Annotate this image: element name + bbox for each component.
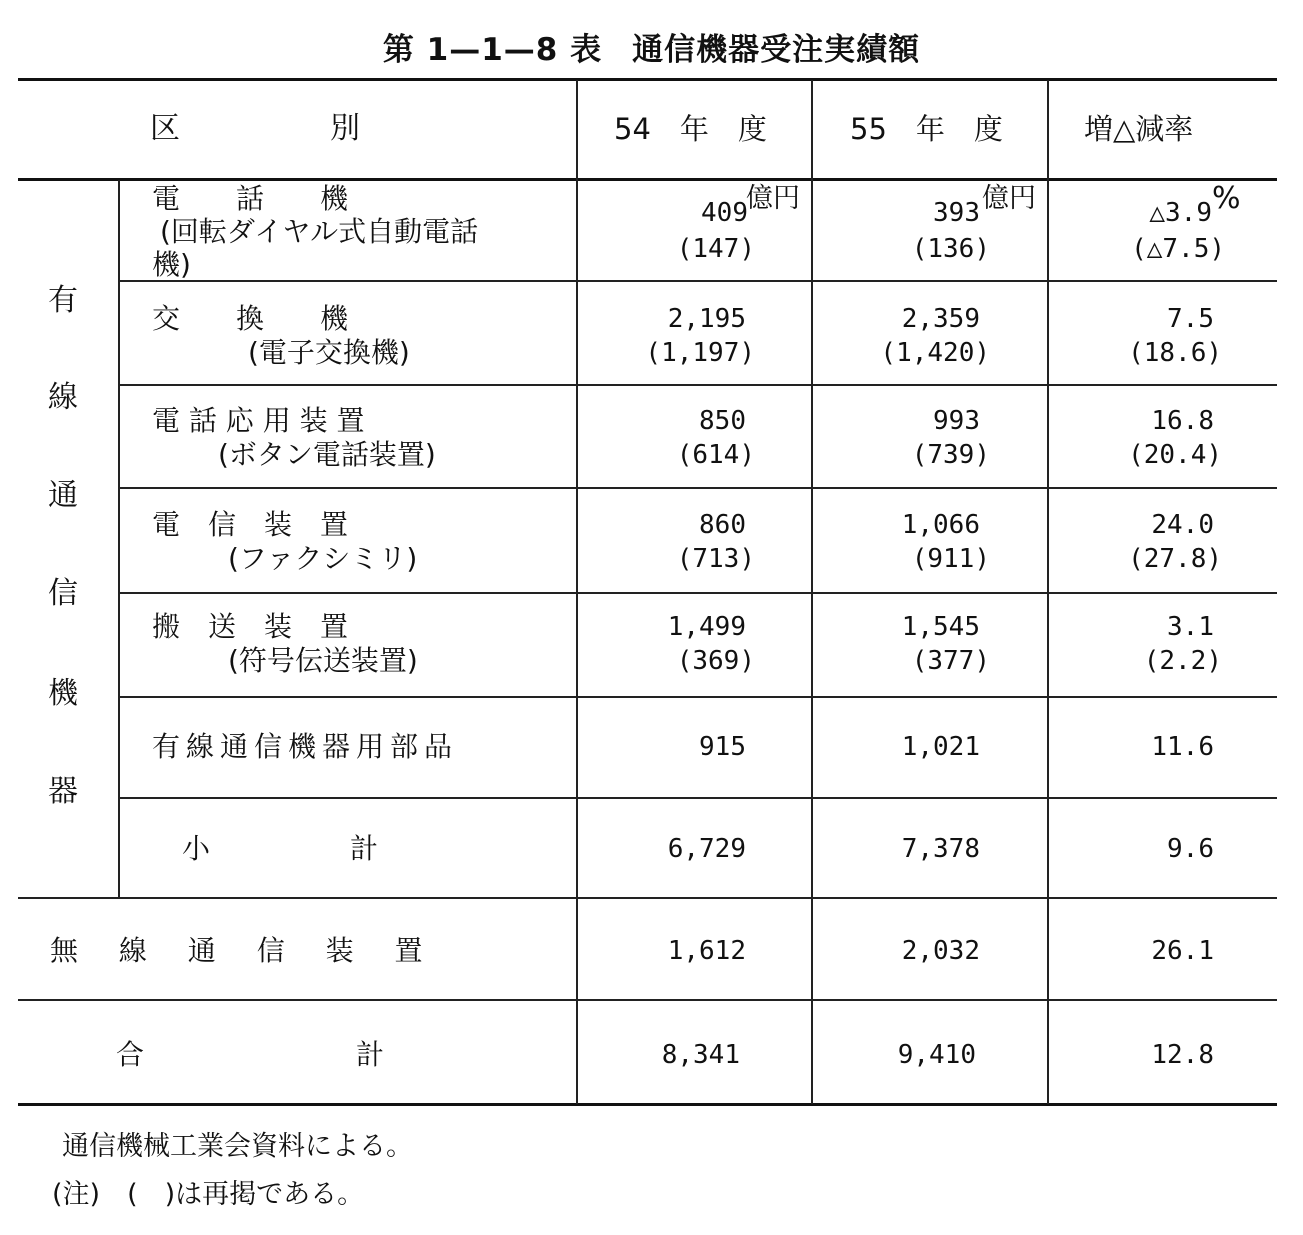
value-fy55: 2,359 — [901, 304, 980, 334]
subvalue-fy54: (369) — [676, 646, 755, 676]
row-sublabel: (電子交換機) — [248, 336, 410, 369]
row-rule — [120, 487, 1277, 489]
subrate: (20.4) — [1128, 440, 1222, 470]
group-label-char: 信 — [48, 576, 78, 611]
rate: 26.1 — [1151, 936, 1214, 966]
subvalue-fy55: (911) — [911, 544, 990, 574]
subvalue-fy54: (713) — [676, 544, 755, 574]
header-change-rate: 増△減率 — [1084, 112, 1194, 146]
value-fy55: 393 — [933, 198, 980, 228]
subvalue-fy55: (136) — [911, 234, 990, 264]
header-category: 区 別 — [150, 111, 360, 146]
value-fy54: 860 — [699, 510, 746, 540]
rate: 9.6 — [1167, 834, 1214, 864]
row-label: 電 話 応 用 装 置 — [152, 404, 365, 437]
value-fy55: 1,545 — [901, 612, 980, 642]
row-label: 電 信 装 置 — [152, 508, 349, 541]
unit-percent: % — [1212, 181, 1241, 216]
row-label: 交 換 機 — [152, 302, 349, 335]
group-label-char: 線 — [48, 380, 78, 415]
row-rule — [120, 797, 1277, 799]
subvalue-fy55: (377) — [911, 646, 990, 676]
col-divider — [1047, 80, 1049, 1104]
header-rule — [18, 178, 1277, 181]
header-fy55: 55 年 度 — [850, 112, 1003, 146]
group-label-char: 器 — [48, 774, 78, 809]
subvalue-fy54: (1,197) — [645, 338, 755, 368]
rate: 11.6 — [1151, 732, 1214, 762]
value-fy54: 409 — [701, 198, 748, 228]
row-rule — [18, 897, 1277, 899]
value-fy54: 915 — [699, 732, 746, 762]
value-fy54: 1,612 — [667, 936, 746, 966]
value-fy54: 2,195 — [667, 304, 746, 334]
subrate: (27.8) — [1128, 544, 1222, 574]
subvalue-fy55: (1,420) — [880, 338, 990, 368]
group-label-char: 通 — [48, 478, 78, 513]
row-rule — [18, 999, 1277, 1001]
row-rule — [120, 384, 1277, 386]
value-fy54: 6,729 — [667, 834, 746, 864]
row-sublabel: (ボタン電話装置) — [218, 438, 436, 471]
group-label-char: 機 — [48, 676, 78, 711]
table-title — [0, 24, 1303, 69]
rate: 7.5 — [1167, 304, 1214, 334]
row-sublabel: (ファクシミリ) — [228, 542, 418, 575]
subvalue-fy54: (147) — [676, 234, 755, 264]
wireless-label: 無 線 通 信 装 置 — [50, 934, 439, 967]
total-label: 合 計 — [116, 1038, 405, 1071]
row-sublabel: 機) — [152, 248, 191, 281]
subvalue-fy55: (739) — [911, 440, 990, 470]
row-label: 搬 送 装 置 — [152, 610, 349, 643]
value-fy54: 8,341 — [661, 1040, 740, 1070]
col-divider — [811, 80, 813, 1104]
rate: 16.8 — [1151, 406, 1214, 436]
value-fy55: 2,032 — [901, 936, 980, 966]
row-rule — [120, 592, 1277, 594]
value-fy55: 993 — [933, 406, 980, 436]
rate: 3.1 — [1167, 612, 1214, 642]
header-fy54: 54 年 度 — [614, 112, 767, 146]
subtotal-label: 小 計 — [182, 832, 393, 865]
row-label: 電 話 機 — [152, 182, 349, 215]
col-divider — [576, 80, 578, 1104]
row-label: 有線通信機器用部品 — [152, 730, 459, 763]
value-fy54: 1,499 — [667, 612, 746, 642]
top-rule — [18, 78, 1277, 81]
table-number: 第 1—1—8 表 — [382, 32, 603, 68]
source-note: 通信機械工業会資料による。 — [62, 1131, 413, 1162]
subrate: (18.6) — [1128, 338, 1222, 368]
value-fy54: 850 — [699, 406, 746, 436]
subrate: (2.2) — [1143, 646, 1222, 676]
subrate: (△7.5) — [1131, 234, 1225, 264]
parenthesis-note: (注) ( )は再掲である。 — [52, 1179, 365, 1210]
bottom-rule — [18, 1103, 1277, 1106]
subvalue-fy54: (614) — [676, 440, 755, 470]
group-divider — [118, 180, 120, 897]
value-fy55: 9,410 — [897, 1040, 976, 1070]
rate: 24.0 — [1151, 510, 1214, 540]
group-label-char: 有 — [48, 283, 78, 318]
unit-oku-yen: 億円 — [982, 183, 1036, 214]
rate: △3.9 — [1149, 198, 1212, 228]
row-rule — [120, 280, 1277, 282]
value-fy55: 1,021 — [901, 732, 980, 762]
table-name: 通信機器受注実績額 — [632, 32, 921, 68]
row-sublabel: (回転ダイヤル式自動電話 — [160, 215, 479, 248]
rate: 12.8 — [1151, 1040, 1214, 1070]
row-sublabel: (符号伝送装置) — [228, 644, 418, 677]
value-fy55: 7,378 — [901, 834, 980, 864]
value-fy55: 1,066 — [901, 510, 980, 540]
row-rule — [120, 696, 1277, 698]
unit-oku-yen: 億円 — [746, 183, 800, 214]
